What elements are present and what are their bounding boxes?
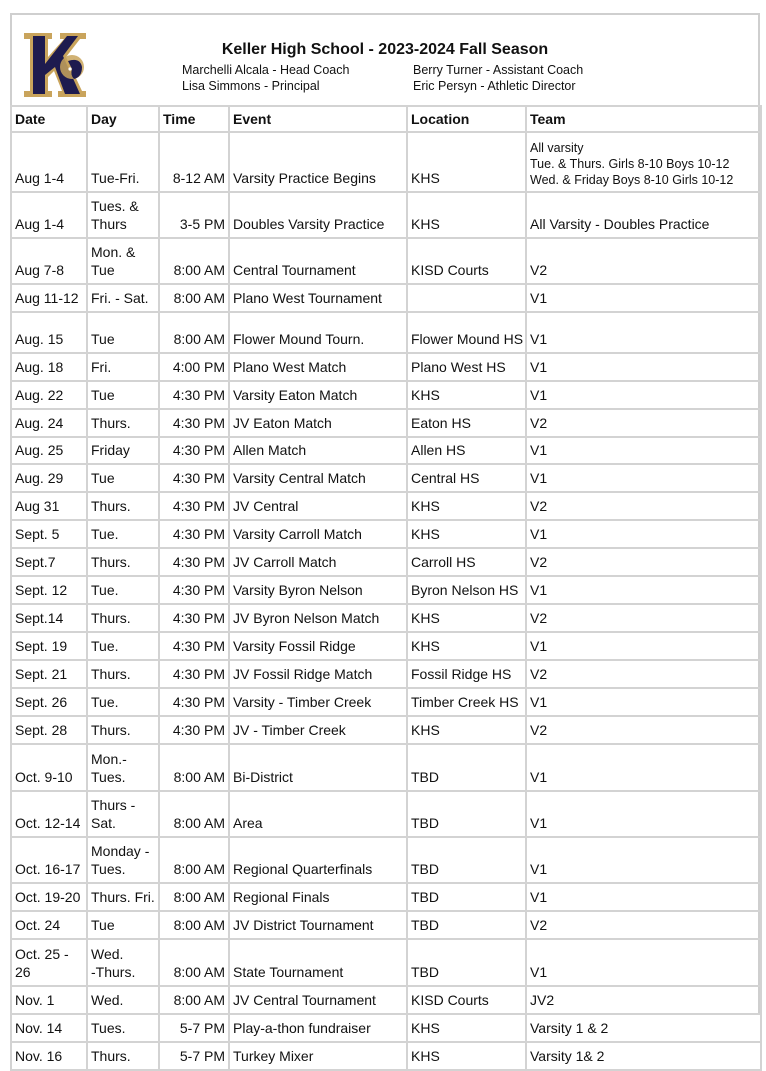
cell-team: V1 — [526, 744, 761, 791]
cell-time: 3-5 PM — [159, 192, 229, 238]
cell-day: Friday — [87, 437, 159, 464]
cell-date: Oct. 9-10 — [11, 744, 87, 791]
cell-time: 8:00 AM — [159, 911, 229, 939]
table-row — [11, 520, 761, 548]
table-row — [11, 716, 761, 744]
table-row — [11, 381, 761, 409]
cell-time: 8:00 AM — [159, 284, 229, 312]
cell-location: Flower Mound HS — [407, 312, 526, 353]
cell-time: 8:00 AM — [159, 939, 229, 986]
schedule-body — [11, 132, 761, 1070]
cell-date: Aug 7-8 — [11, 238, 87, 284]
cell-time: 4:30 PM — [159, 632, 229, 660]
cell-time: 4:30 PM — [159, 492, 229, 520]
cell-event: JV Eaton Match — [229, 409, 407, 437]
cell-location: Fossil Ridge HS — [407, 660, 526, 688]
cell-date: Aug. 15 — [11, 312, 87, 353]
cell-date: Aug 1-4 — [11, 192, 87, 238]
table-row — [11, 660, 761, 688]
col-header-time: Time — [159, 106, 229, 132]
cell-team: JV2 — [526, 986, 761, 1014]
cell-event: Turkey Mixer — [229, 1042, 407, 1070]
cell-event: JV District Tournament — [229, 911, 407, 939]
cell-day: Thurs. — [87, 660, 159, 688]
cell-location: KHS — [407, 1014, 526, 1042]
cell-team: V2 — [526, 409, 761, 437]
table-row — [11, 548, 761, 576]
table-row — [11, 911, 761, 939]
cell-event: JV - Timber Creek — [229, 716, 407, 744]
cell-location: TBD — [407, 837, 526, 883]
cell-date: Sept. 28 — [11, 716, 87, 744]
table-row — [11, 986, 761, 1014]
cell-time: 4:30 PM — [159, 381, 229, 409]
principal: Lisa Simmons - Principal — [182, 79, 320, 93]
cell-time: 8:00 AM — [159, 744, 229, 791]
cell-date: Aug 11-12 — [11, 284, 87, 312]
cell-day: Thurs. — [87, 1042, 159, 1070]
cell-date: Aug. 25 — [11, 437, 87, 464]
table-header-row — [11, 106, 761, 132]
col-header-team: Team — [526, 106, 761, 132]
cell-team: All Varsity - Doubles Practice — [526, 192, 761, 238]
cell-team: V2 — [526, 604, 761, 632]
cell-date: Aug. 29 — [11, 464, 87, 492]
cell-location: KISD Courts — [407, 986, 526, 1014]
cell-day: Wed. — [87, 986, 159, 1014]
cell-location: Byron Nelson HS — [407, 576, 526, 604]
cell-event: Varsity Byron Nelson — [229, 576, 407, 604]
cell-time: 5-7 PM — [159, 1014, 229, 1042]
table-row — [11, 192, 761, 238]
cell-location: KISD Courts — [407, 238, 526, 284]
cell-location: KHS — [407, 604, 526, 632]
cell-location: Central HS — [407, 464, 526, 492]
cell-date: Oct. 16-17 — [11, 837, 87, 883]
cell-location: KHS — [407, 132, 526, 192]
cell-time: 4:30 PM — [159, 660, 229, 688]
cell-day: Thurs. — [87, 492, 159, 520]
cell-date: Sept. 12 — [11, 576, 87, 604]
cell-time: 4:30 PM — [159, 576, 229, 604]
cell-event: Plano West Match — [229, 353, 407, 381]
cell-event: JV Byron Nelson Match — [229, 604, 407, 632]
cell-date: Nov. 1 — [11, 986, 87, 1014]
col-header-location: Location — [407, 106, 526, 132]
cell-event: Allen Match — [229, 437, 407, 464]
table-row — [11, 437, 761, 464]
cell-team: V1 — [526, 883, 761, 911]
cell-date: Aug 31 — [11, 492, 87, 520]
cell-time: 4:00 PM — [159, 353, 229, 381]
col-header-day: Day — [87, 106, 159, 132]
cell-day: Monday - Tues. — [87, 837, 159, 883]
cell-day: Tue-Fri. — [87, 132, 159, 192]
cell-location — [407, 284, 526, 312]
cell-team: All varsity Tue. & Thurs. Girls 8-10 Boys 10-12 Wed. & Friday Boys 8-10 Girls 10-12 — [526, 132, 761, 192]
cell-team: V1 — [526, 520, 761, 548]
cell-day: Mon.- Tues. — [87, 744, 159, 791]
cell-location: TBD — [407, 911, 526, 939]
cell-time: 8:00 AM — [159, 791, 229, 837]
cell-team: V2 — [526, 911, 761, 939]
staff-right — [413, 62, 583, 94]
table-row — [11, 604, 761, 632]
col-header-date: Date — [11, 106, 87, 132]
cell-event: JV Carroll Match — [229, 548, 407, 576]
table-row — [11, 312, 761, 353]
cell-team: V1 — [526, 464, 761, 492]
cell-team: V1 — [526, 576, 761, 604]
cell-event: Flower Mound Tourn. — [229, 312, 407, 353]
cell-team: V1 — [526, 791, 761, 837]
cell-location: KHS — [407, 520, 526, 548]
cell-day: Tue. — [87, 520, 159, 548]
cell-location: KHS — [407, 716, 526, 744]
cell-time: 8:00 AM — [159, 312, 229, 353]
cell-event: Play-a-thon fundraiser — [229, 1014, 407, 1042]
cell-date: Aug. 18 — [11, 353, 87, 381]
cell-day: Tue — [87, 381, 159, 409]
cell-location: Allen HS — [407, 437, 526, 464]
athletic-director: Eric Persyn - Athletic Director — [413, 79, 576, 93]
cell-time: 8:00 AM — [159, 837, 229, 883]
table-row — [11, 837, 761, 883]
cell-day: Thurs. — [87, 716, 159, 744]
cell-location: KHS — [407, 192, 526, 238]
cell-time: 4:30 PM — [159, 548, 229, 576]
cell-location: KHS — [407, 381, 526, 409]
cell-time: 8:00 AM — [159, 986, 229, 1014]
cell-time: 4:30 PM — [159, 437, 229, 464]
cell-location: Plano West HS — [407, 353, 526, 381]
table-row — [11, 492, 761, 520]
cell-date: Aug 1-4 — [11, 132, 87, 192]
cell-day: Fri. - Sat. — [87, 284, 159, 312]
cell-event: Bi-District — [229, 744, 407, 791]
table-row — [11, 409, 761, 437]
cell-event: Varsity Carroll Match — [229, 520, 407, 548]
cell-event: Plano West Tournament — [229, 284, 407, 312]
cell-team: V1 — [526, 284, 761, 312]
cell-team: V2 — [526, 492, 761, 520]
head-coach: Marchelli Alcala - Head Coach — [182, 63, 350, 77]
cell-team: V1 — [526, 381, 761, 409]
assistant-coach: Berry Turner - Assistant Coach — [413, 63, 584, 77]
cell-event: Central Tournament — [229, 238, 407, 284]
cell-date: Oct. 12-14 — [11, 791, 87, 837]
schedule-table — [10, 105, 762, 1071]
schedule-header — [10, 13, 760, 105]
cell-date: Oct. 25 - 26 — [11, 939, 87, 986]
table-row — [11, 132, 761, 192]
cell-day: Tue. — [87, 688, 159, 716]
cell-team: V1 — [526, 353, 761, 381]
cell-time: 4:30 PM — [159, 604, 229, 632]
table-row — [11, 791, 761, 837]
cell-event: Regional Finals — [229, 883, 407, 911]
cell-date: Sept. 5 — [11, 520, 87, 548]
cell-team: V2 — [526, 660, 761, 688]
table-row — [11, 284, 761, 312]
cell-location: Eaton HS — [407, 409, 526, 437]
cell-day: Fri. — [87, 353, 159, 381]
cell-day: Tues. — [87, 1014, 159, 1042]
cell-time: 4:30 PM — [159, 464, 229, 492]
cell-day: Thurs. Fri. — [87, 883, 159, 911]
cell-day: Tue — [87, 312, 159, 353]
cell-team: V1 — [526, 939, 761, 986]
cell-day: Tue — [87, 464, 159, 492]
table-row — [11, 688, 761, 716]
cell-time: 4:30 PM — [159, 409, 229, 437]
cell-day: Thurs. — [87, 548, 159, 576]
cell-day: Mon. & Tue — [87, 238, 159, 284]
table-row — [11, 939, 761, 986]
cell-location: KHS — [407, 1042, 526, 1070]
cell-day: Tue. — [87, 576, 159, 604]
cell-date: Oct. 19-20 — [11, 883, 87, 911]
cell-team: V1 — [526, 312, 761, 353]
cell-date: Oct. 24 — [11, 911, 87, 939]
cell-date: Nov. 16 — [11, 1042, 87, 1070]
table-row — [11, 1014, 761, 1042]
cell-date: Sept. 19 — [11, 632, 87, 660]
cell-event: Varsity - Timber Creek — [229, 688, 407, 716]
table-row — [11, 464, 761, 492]
cell-date: Sept.7 — [11, 548, 87, 576]
cell-team: V2 — [526, 548, 761, 576]
cell-event: Varsity Eaton Match — [229, 381, 407, 409]
cell-team: V1 — [526, 632, 761, 660]
cell-day: Tue. — [87, 632, 159, 660]
cell-event: Regional Quarterfinals — [229, 837, 407, 883]
cell-time: 4:30 PM — [159, 716, 229, 744]
cell-team: V1 — [526, 688, 761, 716]
cell-team: V1 — [526, 837, 761, 883]
cell-date: Aug. 24 — [11, 409, 87, 437]
table-row — [11, 883, 761, 911]
cell-day: Tues. & Thurs — [87, 192, 159, 238]
cell-event: Varsity Practice Begins — [229, 132, 407, 192]
cell-date: Aug. 22 — [11, 381, 87, 409]
cell-time: 5-7 PM — [159, 1042, 229, 1070]
cell-location: KHS — [407, 632, 526, 660]
cell-day: Wed. -Thurs. — [87, 939, 159, 986]
cell-event: Area — [229, 791, 407, 837]
cell-location: KHS — [407, 492, 526, 520]
staff-left — [182, 62, 349, 94]
cell-time: 8:00 AM — [159, 238, 229, 284]
cell-team: Varsity 1 & 2 — [526, 1014, 761, 1042]
cell-time: 4:30 PM — [159, 688, 229, 716]
table-row — [11, 744, 761, 791]
cell-time: 8-12 AM — [159, 132, 229, 192]
cell-location: TBD — [407, 939, 526, 986]
cell-location: Timber Creek HS — [407, 688, 526, 716]
cell-event: JV Central — [229, 492, 407, 520]
cell-date: Sept.14 — [11, 604, 87, 632]
cell-day: Thurs. — [87, 604, 159, 632]
cell-event: Varsity Fossil Ridge — [229, 632, 407, 660]
table-row — [11, 238, 761, 284]
cell-team: V2 — [526, 716, 761, 744]
cell-location: TBD — [407, 744, 526, 791]
cell-date: Nov. 14 — [11, 1014, 87, 1042]
cell-event: JV Fossil Ridge Match — [229, 660, 407, 688]
cell-date: Sept. 26 — [11, 688, 87, 716]
cell-event: Varsity Central Match — [229, 464, 407, 492]
cell-day: Thurs. — [87, 409, 159, 437]
cell-event: State Tournament — [229, 939, 407, 986]
cell-event: Doubles Varsity Practice — [229, 192, 407, 238]
cell-time: 4:30 PM — [159, 520, 229, 548]
cell-location: TBD — [407, 883, 526, 911]
cell-date: Sept. 21 — [11, 660, 87, 688]
table-row — [11, 353, 761, 381]
table-row — [11, 1042, 761, 1070]
cell-event: JV Central Tournament — [229, 986, 407, 1014]
cell-day: Thurs - Sat. — [87, 791, 159, 837]
cell-location: TBD — [407, 791, 526, 837]
cell-time: 8:00 AM — [159, 883, 229, 911]
cell-team: Varsity 1& 2 — [526, 1042, 761, 1070]
cell-team: V2 — [526, 238, 761, 284]
cell-day: Tue — [87, 911, 159, 939]
table-row — [11, 632, 761, 660]
cell-team: V1 — [526, 437, 761, 464]
page-title: Keller High School - 2023-2024 Fall Season — [221, 41, 549, 58]
cell-location: Carroll HS — [407, 548, 526, 576]
table-row — [11, 576, 761, 604]
col-header-event: Event — [229, 106, 407, 132]
